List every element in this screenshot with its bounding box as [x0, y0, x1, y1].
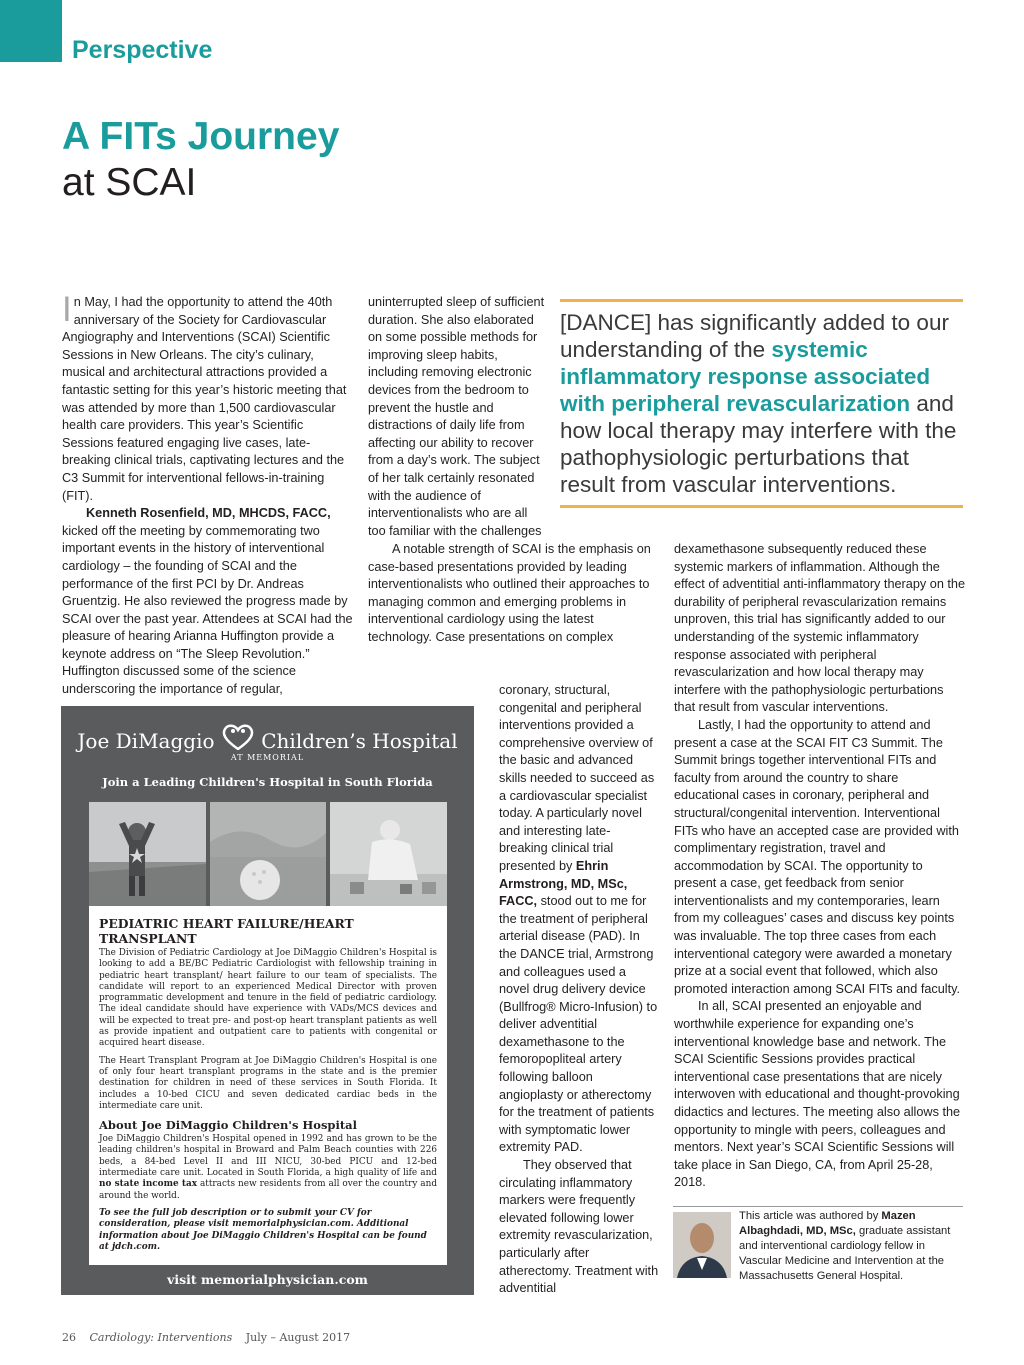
author-portrait-icon [673, 1212, 731, 1278]
bio-author-name: Mazen Albaghdadi, MD, MSc, [739, 1210, 916, 1237]
ad-about-heading: About Joe DiMaggio Children's Hospital [99, 1118, 357, 1133]
page-footer [62, 1331, 360, 1344]
paragraph-dexamethasone: dexamethasone subsequently reduced these systemic markers of inflammation. Although the effect of adventitial anti-inflammatory therapy on the durability of peripheral revascularization remains unproven, this trial has significantly added to our understanding of the systemic inflammatory response associated with peripheral revascularization and how local therapy may interfere with the pathophysiologic perturbations that result from vascular interventions. [674, 542, 966, 715]
article-subtitle: at SCAI [62, 161, 197, 204]
column-1 [62, 290, 354, 699]
pull-quote-highlight: systemic inflammatory response associated with peripheral revascularization [560, 337, 931, 416]
ad-website-link[interactable]: visit memorialphysician.com [167, 1272, 368, 1287]
paragraph-conclusion: In all, SCAI presented an enjoyable and worthwhile experience for expanding one’s interventional knowledge base and network. The SCAI Scientific Sessions provides practical interventional case presentations that are nicely interwoven with educational and thought-provoking didactics and lectures. The meeting also allows the opportunity to mingle with peers, colleagues and mentors. Next year’s SCAI Scientific Sessions will take place in San Diego, CA, from April 25-28, 2018. [674, 999, 961, 1190]
paragraph-dance-trial: coronary, structural, congenital and peripheral interventions provided a comprehensive overview of the basic and advanced skills needed to succeed as a cardiovascular specialist today. A particularly novel and interesting late-breaking clinical trial presented by [499, 683, 655, 873]
author-name-armstrong: Ehrin Armstrong, MD, MSc, FACC, [499, 858, 628, 909]
paragraph-case-based: A notable strength of SCAI is the emphasis on case-based presentations provided by leading interventionalists who outlined their approaches to managing common and emerging problems in interventional cardiology using the latest technology. Case presentations on complex [368, 542, 651, 644]
article-title: A FITs Journey [62, 115, 340, 158]
pull-quote-text-2: and how local therapy may interfere with the pathophysiologic perturbations that result from vascular interventions. [560, 391, 957, 497]
journal-name: Cardiology: Interventions [89, 1331, 233, 1344]
advertisement [61, 706, 474, 1295]
ad-photo-child-hero [89, 802, 206, 906]
bio-text-1: This article was authored by [739, 1210, 882, 1222]
bio-divider [673, 1206, 963, 1207]
pull-quote [560, 299, 963, 508]
heart-icon [221, 724, 255, 750]
section-label: Perspective [72, 36, 213, 64]
paragraph-intro: n May, I had the opportunity to attend the 40th anniversary of the Society for Cardiovascular Angiography and Interventions (SCAI) Scientific Sessions in New Orleans. The city’s culinary, musical and architectural attractions provided a fantastic setting for this year’s historic meeting that was attended by more than 1,500 cardiovascular health care providers. This year’s Scientific Sessions featured engaging live cases, late-breaking clinical trials, captivating lectures and the C3 Summit for interventional fellows-in-training (FIT). [62, 295, 347, 503]
column-2-lower [499, 682, 659, 1298]
paragraph-c3-summit: Lastly, I had the opportunity to attend and present a case at the SCAI FIT C3 Summit. The Summit brings together interventional FITs and faculty from around the country to share educational cases in coronary, peripheral and structural/congenital intervention. Interventional FITs who have an accepted case are provided with complimentary registration, travel and accommodation by SCAI. The opportunity to present a case, get feedback from senior interventionalists and my contemporaries, learn from my colleagues’ cases and discuss key points was invaluable. The top three cases from each interventional category were awarded a monetary prize at a social event that followed, which also promoted interaction among SCAI FITs and faculty. [674, 717, 961, 996]
column-3 [674, 541, 966, 1192]
ad-tagline: Join a Leading Children's Hospital in South Florida [102, 775, 433, 789]
ad-logo [61, 724, 474, 753]
ad-logo-right: Children’s Hospital [261, 729, 458, 753]
ad-logo-left: Joe DiMaggio [77, 729, 215, 753]
issue-date: July – August 2017 [245, 1331, 351, 1344]
ad-job-description: The Division of Pediatric Cardiology at Joe DiMaggio Children's Hospital is looking to add a BE/BC Pediatric Cardiologist with fellowship training in pediatric heart transplant/ heart failure to our team of specialists. The candidate will report to an experienced Medical Director with proven programmatic development and tenure in the field of pediatric cardiology. The ideal candidate should have experience with VADs/MCS devices and will be expected to treat pre- and post-op heart transplant patients as well as provide inpatient and outpatient care to patients with congenital or acquired heart disease. [99, 948, 437, 1049]
column-2-upper [368, 294, 546, 540]
ad-job-heading: PEDIATRIC HEART FAILURE/HEART TRANSPLANT [99, 916, 354, 946]
section-color-block [0, 0, 62, 62]
ad-about-text-1: Joe DiMaggio Children's Hospital opened in 1992 and has grown to be the leading children's hospital in Broward and Palm Beach counties with 226 beds, a 84-bed Level II and III NICU, 30-bed PICU and 12-bed intermediate care unit. Located in South Florida, a high quality of life and [99, 1134, 437, 1179]
paragraph-observed: They observed that circulating inflammatory markers were frequently elevated following lower extremity revascularization, particularly after atherectomy. Treatment with adventitial [499, 1158, 659, 1296]
author-bio [739, 1209, 965, 1284]
author-name-rosenfield: Kenneth Rosenfield, MD, MHCDS, FACC, [86, 506, 331, 521]
pull-quote-text-1: [DANCE] has significantly added to our understanding of the [560, 310, 949, 362]
ad-about-text-2: attracts new residents from all over the country and around the world. [99, 1179, 437, 1201]
paragraph-sleep: uninterrupted sleep of sufficient duration. She also elaborated on some possible methods for improving sleep habits, including removing electronic devices from the bedroom to prevent the hustle and distractions of daily life from affecting our ability to recover from a day’s work. The subject of her talk certainly resonated with the audience of interventionalists who are all too familiar with the challenges [368, 295, 545, 538]
author-photo [673, 1212, 731, 1278]
paragraph-dance-trial-cont: stood out to me for the treatment of peripheral arterial disease (PAD). In the DANCE trial, Armstrong and colleagues used a novel drug delivery device (Bullfrog® Micro-Infusion) to deliver adventitial dexamethasone to the femoropopliteal artery following balloon angioplasty or atherectomy for the treatment of patients with symptomatic lower extremity PAD. [499, 894, 658, 1155]
ad-photo-strip [89, 802, 447, 906]
paragraph-rosenfield: kicked off the meeting by commemorating two important events in the history of interventional cardiology – the founding of SCAI and the performance of the first PCI by Dr. Andreas Gruentzig. He also reviewed the progress made by SCAI over the past year. Attendees at SCAI had the pleasure of hearing Arianna Huffington provide a keynote address on “The Sleep Revolution.” Huffington discussed some of the science underscoring the importance of regular, [62, 523, 353, 697]
page-number: 26 [62, 1331, 76, 1344]
ad-logo-sub: AT MEMORIAL [230, 753, 305, 762]
ad-photo-golf-ball [210, 802, 327, 906]
ad-job-box [89, 906, 447, 1265]
ad-about-highlight: no state income tax [99, 1179, 198, 1190]
ad-photo-beach [330, 802, 447, 906]
bio-text-2: graduate assistant and interventional cardiology fellow in Vascular Medicine and Intervention at the Massachusetts General Hospital. [739, 1225, 951, 1282]
column-2-middle [368, 541, 660, 647]
ad-call-to-action: To see the full job description or to submit your CV for consideration, please visit memorialphysician.com. Additional information about Joe DiMaggio Children's Hospital can be found at jdch.com. [99, 1207, 427, 1252]
drop-cap: I [62, 290, 72, 329]
ad-program-description: The Heart Transplant Program at Joe DiMaggio Children's Hospital is one of only four heart transplant programs in the state and is the premier destination for children in need of these services in South Florida. It includes a 10-bed CICU and seven dedicated cardiac beds in the intermediate care unit. [99, 1055, 437, 1111]
